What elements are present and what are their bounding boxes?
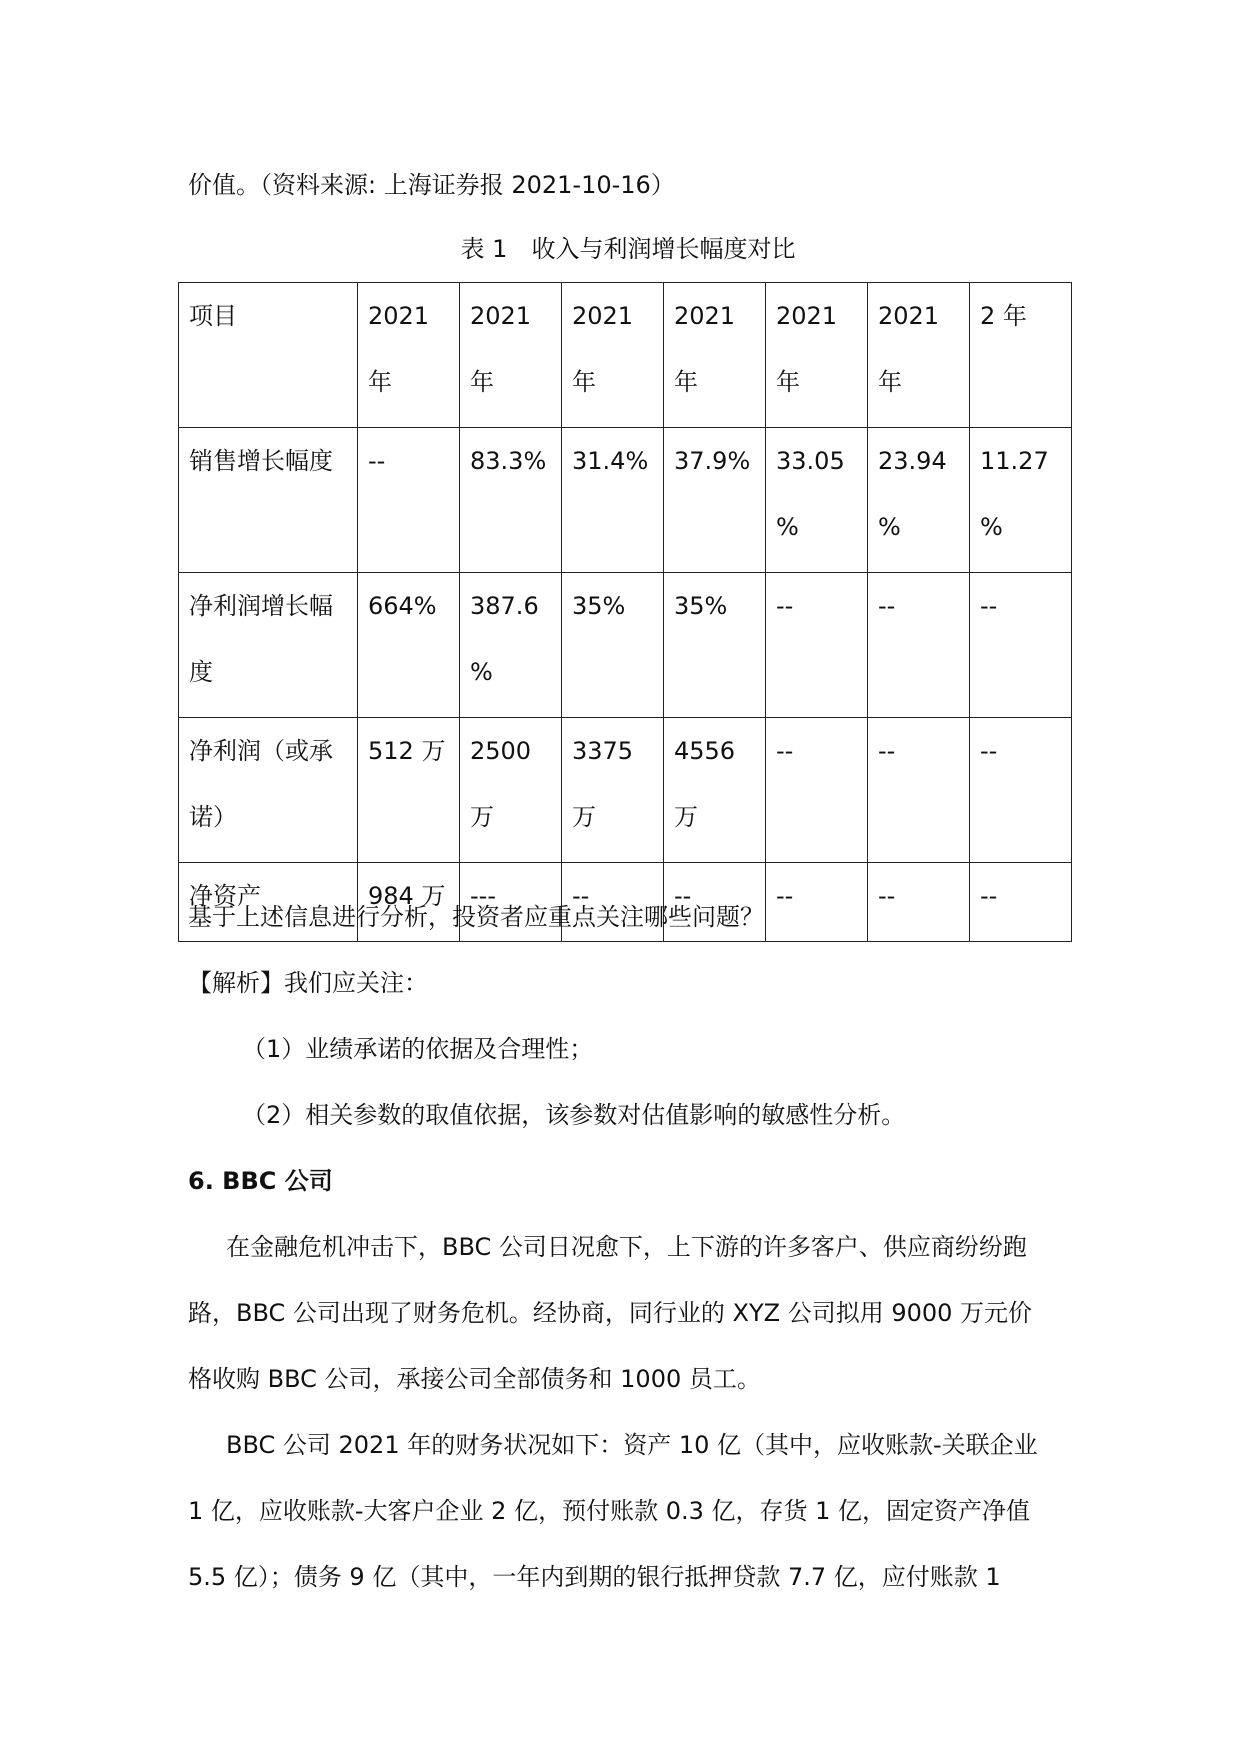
table-cell [562,283,664,428]
table-cell [358,718,460,863]
paragraph-b-line-1: 在金融危机冲击下，BBC 公司日况愈下，上下游的许多客户、供应商纷纷跑 [226,1233,1027,1261]
cell-text: 33.05 % [776,447,845,541]
cell-text: 2 年 [980,302,1027,330]
cell-text: -- [878,592,896,620]
table-cell [358,283,460,428]
table-cell [766,573,868,718]
cell-text: -- [572,882,590,910]
cell-text: 2021 年 [470,302,532,396]
cell-text: -- [878,737,896,765]
table-row [179,428,1072,573]
cell-text: 512 万 [368,737,446,765]
cell-text: 2021 年 [878,302,940,396]
growth-comparison-table [178,282,1072,942]
paragraph-b-line-3: 格收购 BBC 公司，承接公司全部债务和 1000 员工。 [188,1365,761,1393]
cell-text: --- [470,882,496,910]
cell-text: 11.27 % [980,447,1049,541]
cell-text: 23.94 % [878,447,947,541]
table-row [179,573,1072,718]
cell-text: -- [776,882,794,910]
cell-text: 664% [368,592,437,620]
table-cell [664,573,766,718]
cell-text: 2021 年 [776,302,838,396]
table-cell [562,573,664,718]
cell-text: 35% [674,592,728,620]
cell-text: 984 万 [368,882,446,910]
table-cell [358,573,460,718]
cell-text: 3375 万 [572,737,634,831]
paragraph-b-line-2: 路，BBC 公司出现了财务危机。经协商，同行业的 XYZ 公司拟用 9000 万元价 [188,1299,1033,1327]
analysis-item-1: （1）业绩承诺的依据及合理性； [242,1035,594,1063]
table-cell [970,718,1072,863]
cell-text: 31.4% [572,447,649,475]
cell-text: 净利润（或承诺） [189,737,333,831]
paragraph-source: 价值。（资料来源: 上海证券报 2021-10-16） [188,171,675,199]
cell-text: -- [776,737,794,765]
table-cell [970,428,1072,573]
table-cell [868,573,970,718]
paragraph-c-line-3: 5.5 亿）；债务 9 亿（其中，一年内到期的银行抵押贷款 7.7 亿，应付账款 1 [188,1563,1001,1591]
cell-text: -- [878,882,896,910]
table-row [179,718,1072,863]
table-cell [766,428,868,573]
table-cell [868,718,970,863]
cell-text: 387.6 % [470,592,539,686]
cell-text: 净利润增长幅度 [189,592,333,686]
row-label-cell [179,573,358,718]
table-cell [970,283,1072,428]
table-cell [664,718,766,863]
table-cell [460,718,562,863]
row-label-cell [179,428,358,573]
cell-text: 2021 年 [572,302,634,396]
cell-text: 净资产 [189,882,261,910]
table-cell [664,283,766,428]
cell-text: 37.9% [674,447,751,475]
table-cell [460,573,562,718]
table-cell [460,428,562,573]
section-heading: 6. BBC 公司 [188,1167,333,1195]
row-label-cell [179,283,358,428]
table-cell [460,283,562,428]
table-cell [868,283,970,428]
table-cell [766,863,868,942]
paragraph-c-line-2: 1 亿，应收账款-大客户企业 2 亿，预付账款 0.3 亿，存货 1 亿，固定资产净值 [188,1497,1031,1525]
cell-text: 2500 万 [470,737,532,831]
cell-text: -- [980,737,998,765]
table-cell [766,283,868,428]
table-cell [562,428,664,573]
cell-text: 35% [572,592,626,620]
table-cell [970,573,1072,718]
row-label-cell [179,718,358,863]
cell-text: -- [980,592,998,620]
cell-text: 83.3% [470,447,547,475]
table-cell [868,428,970,573]
table-cell [358,428,460,573]
table-header-row [179,283,1072,428]
question-text: 基于上述信息进行分析，投资者应重点关注哪些问题？ [188,903,764,931]
cell-text: -- [368,447,386,475]
table-cell [868,863,970,942]
table-cell [970,863,1072,942]
table-cell [562,718,664,863]
analysis-item-2: （2）相关参数的取值依据，该参数对估值影响的敏感性分析。 [242,1101,906,1129]
cell-text: 2021 年 [368,302,430,396]
cell-text: 2021 年 [674,302,736,396]
analysis-label: 【解析】我们应关注： [188,969,428,997]
cell-text: 4556 万 [674,737,736,831]
cell-text: -- [980,882,998,910]
cell-text: 销售增长幅度 [189,447,333,475]
cell-text: -- [674,882,692,910]
cell-text: -- [776,592,794,620]
paragraph-c-line-1: BBC 公司 2021 年的财务状况如下：资产 10 亿（其中，应收账款-关联企业 [226,1431,1038,1459]
table-cell [664,428,766,573]
table-cell [766,718,868,863]
cell-text: 项目 [189,302,237,330]
table-caption: 表 1 收入与利润增长幅度对比 [460,235,796,263]
